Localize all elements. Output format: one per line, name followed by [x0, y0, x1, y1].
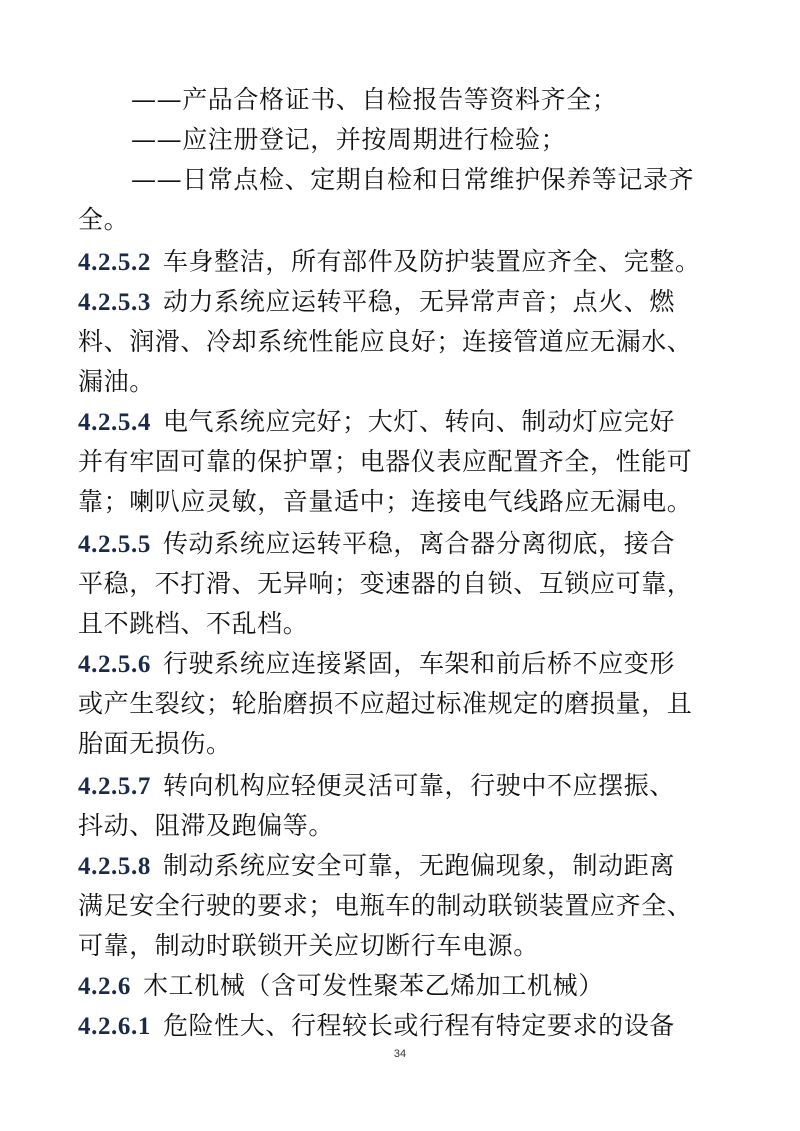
text-line: 抖动、阻滞及跑偏等。 [78, 811, 335, 840]
clause-number: 4.2.5.6 [78, 651, 151, 678]
section-number: 4.2.6 [78, 973, 131, 1000]
text-line: 料、润滑、冷却系统性能应良好；连接管道应无漏水、 [78, 327, 693, 356]
clause-4-2-6-1: 4.2.6.1 危险性大、行程较长或行程有特定要求的设备 [78, 1011, 675, 1040]
clause-4-2-5-3: 4.2.5.3 动力系统应运转平稳，无异常声音；点火、燃 [78, 287, 675, 316]
clause-number: 4.2.5.4 [78, 409, 151, 436]
clause-4-2-5-6: 4.2.5.6 行驶系统应连接紧固，车架和前后桥不应变形 [78, 649, 675, 678]
text-line: 平稳，不打滑、无异响；变速器的自锁、互锁应可靠， [78, 569, 693, 598]
page-number: 34 [393, 1048, 407, 1060]
clause-4-2-5-7: 4.2.5.7 转向机构应轻便灵活可靠，行驶中不应摆振、 [78, 771, 675, 800]
text-line: 胎面无损伤。 [78, 729, 232, 758]
section-4-2-6: 4.2.6 木工机械（含可发性聚苯乙烯加工机械） [78, 971, 604, 1000]
clause-number: 4.2.5.5 [78, 531, 151, 558]
clause-4-2-5-4: 4.2.5.4 电气系统应完好；大灯、转向、制动灯应完好 [78, 407, 675, 436]
clause-number: 4.2.5.2 [78, 249, 151, 276]
clause-number: 4.2.5.7 [78, 773, 151, 800]
text-line: 或产生裂纹；轮胎磨损不应超过标准规定的磨损量，且 [78, 689, 693, 718]
clause-4-2-5-8: 4.2.5.8 制动系统应安全可靠，无跑偏现象，制动距离 [78, 851, 675, 880]
clause-4-2-5-2: 4.2.5.2 车身整洁，所有部件及防护装置应齐全、完整。 [78, 247, 701, 276]
clause-number: 4.2.5.8 [78, 853, 151, 880]
text-line: 并有牢固可靠的保护罩；电器仪表应配置齐全，性能可 [78, 447, 693, 476]
text-line: 可靠，制动时联锁开关应切断行车电源。 [78, 931, 539, 960]
clause-number: 4.2.5.3 [78, 289, 151, 316]
clause-number: 4.2.6.1 [78, 1013, 151, 1040]
text-line: ——产品合格证书、自检报告等资料齐全； [131, 85, 618, 114]
text-line: 靠；喇叭应灵敏，音量适中；连接电气线路应无漏电。 [78, 487, 693, 516]
text-line: 漏油。 [78, 367, 155, 396]
text-line: 全。 [78, 205, 130, 234]
text-line: ——日常点检、定期自检和日常维护保养等记录齐 [131, 165, 695, 194]
text-line: 且不跳档、不乱档。 [78, 609, 309, 638]
clause-4-2-5-5: 4.2.5.5 传动系统应运转平稳，离合器分离彻底，接合 [78, 529, 675, 558]
text-line: ——应注册登记，并按周期进行检验； [131, 125, 567, 154]
text-line: 满足安全行驶的要求；电瓶车的制动联锁装置应齐全、 [78, 891, 693, 920]
